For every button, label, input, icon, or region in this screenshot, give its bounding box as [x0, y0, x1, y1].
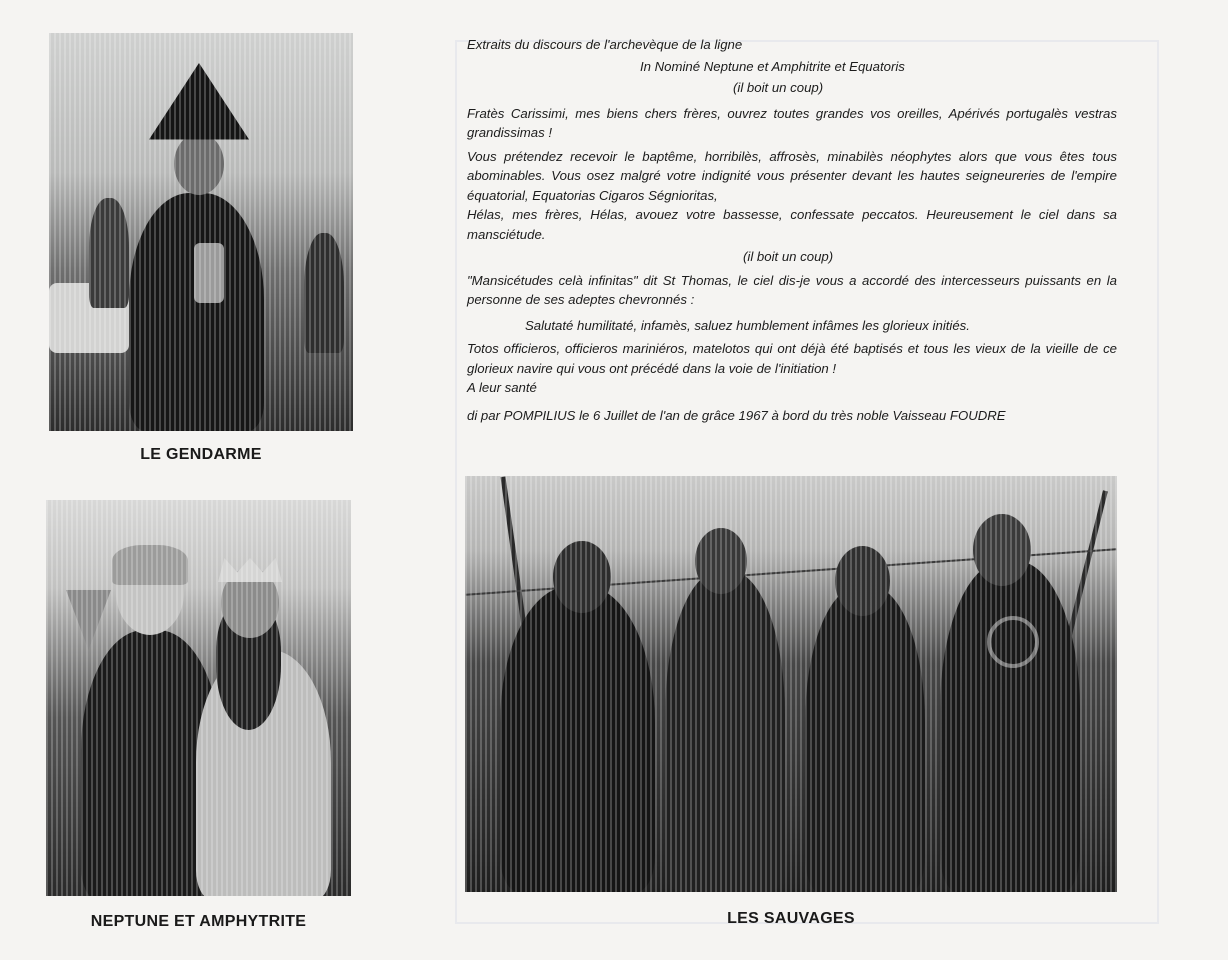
speech-paragraph: Vous prétendez recevoir le baptême, horribilès, affrosès, minabilès néophytes alors que vous êtes tous abominables. Vous osez malgré votre indignité vous présenter devant les hautes seigneureries de l'empire équatorial, Equatorias Cigaros Ségnioritas, — [467, 148, 1117, 203]
caption-les-sauvages: LES SAUVAGES — [727, 910, 855, 927]
caption-le-gendarme: LE GENDARME — [140, 446, 262, 463]
caption-neptune-et-amphytrite: NEPTUNE ET AMPHYTRITE — [90, 913, 307, 930]
archbishop-speech — [467, 35, 1117, 425]
speech-paragraph: "Mansicétudes celà infinitas" dit St Thomas, le ciel dis-je vous a accordé des intercesseurs puissants en la personne de ses adeptes chevronnés : — [467, 272, 1117, 307]
speech-signature: di par POMPILIUS le 6 Juillet de l'an de grâce 1967 à bord du très noble Vaisseau FOUDRE — [467, 407, 1006, 423]
speech-aside: (il boit un coup) — [733, 80, 824, 95]
speech-aside: (il boit un coup) — [743, 249, 834, 264]
speech-paragraph: Hélas, mes frères, Hélas, avouez votre bassesse, confessate peccatos. Heureusement le ciel dans sa mansciétude. — [467, 207, 1117, 242]
speech-paragraph: Salutaté humilitaté, infamès, saluez humblement infâmes les glorieux initiés. — [525, 317, 970, 333]
photo-neptune-et-amphytrite — [46, 500, 351, 896]
speech-title: Extraits du discours de l'archevèque de la ligne — [467, 37, 743, 52]
speech-toast: A leur santé — [467, 380, 537, 395]
photo-le-gendarme — [49, 33, 353, 431]
speech-paragraph: Fratès Carissimi, mes biens chers frères, ouvrez toutes grandes vos oreilles, Apérivés portugalès vestras grandissimas ! — [467, 105, 1117, 140]
speech-invocation: In Nominé Neptune et Amphitrite et Equatoris — [640, 58, 905, 74]
speech-paragraph: Totos officieros, officieros mariniéros, matelotos qui ont déjà été baptisés et tous les vieux de la vieille de ce glorieux navire qui vous ont précédé dans la voie de l'initiation ! — [467, 341, 1117, 376]
photo-les-sauvages — [465, 476, 1117, 892]
